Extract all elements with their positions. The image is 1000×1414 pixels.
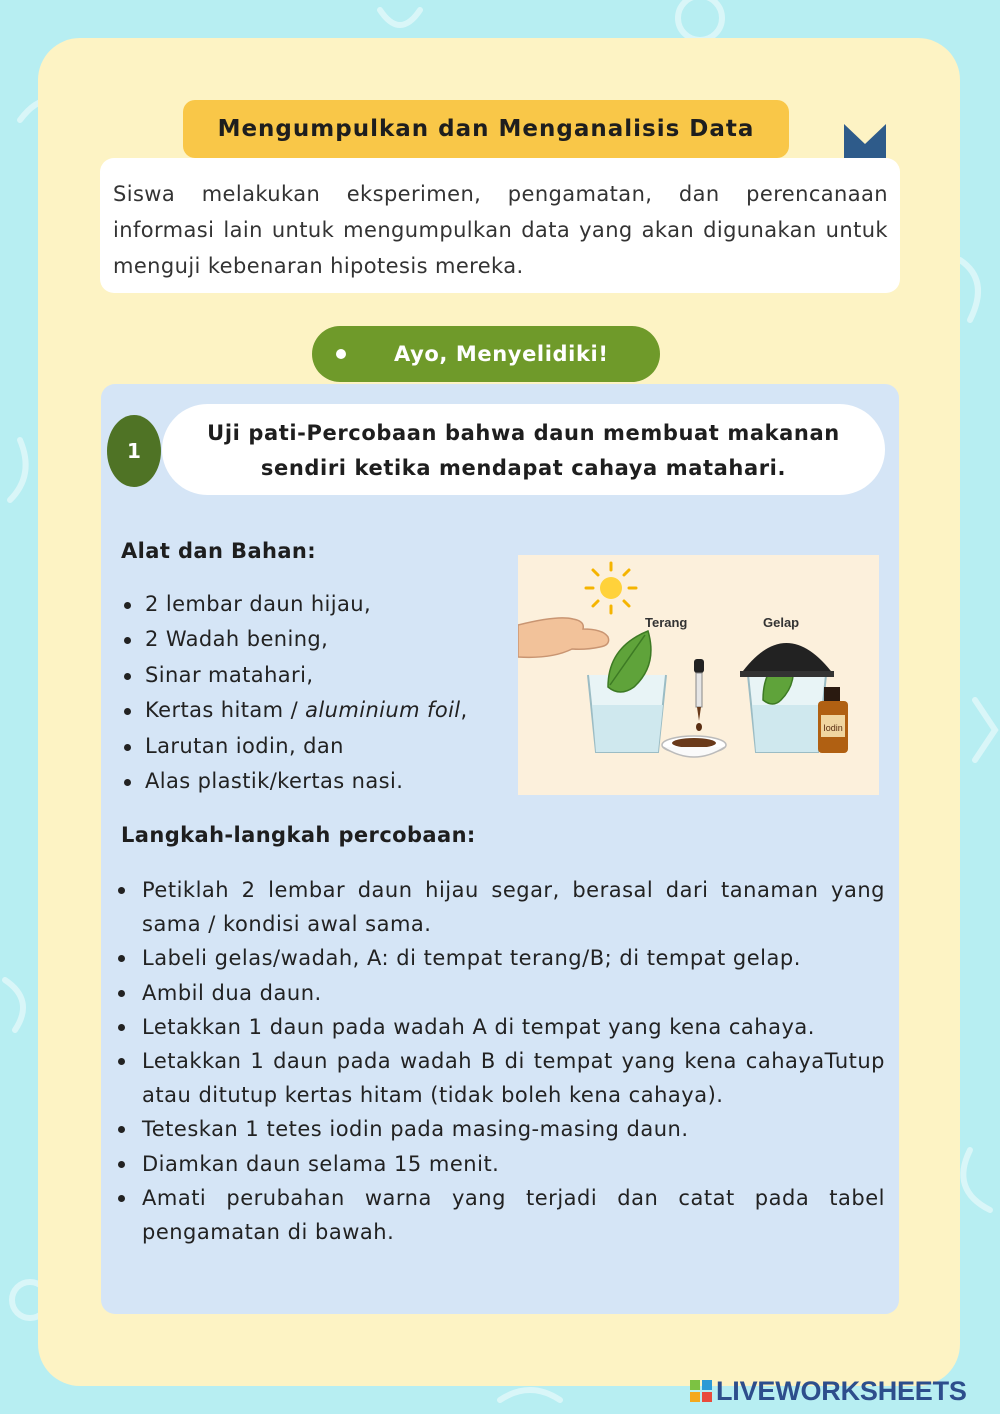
- list-item: Amati perubahan warna yang terjadi dan catat pada tabel pengamatan di bawah.: [115, 1181, 885, 1249]
- black-cover-icon: [740, 643, 834, 675]
- label-gelap: Gelap: [763, 615, 800, 630]
- activity-label: Ayo, Menyelidiki!: [394, 342, 609, 366]
- step-number-badge: 1: [107, 415, 161, 487]
- hand-icon: [518, 618, 609, 657]
- step-title-line1: Uji pati-Percobaan bahwa daun membuat makanan: [207, 421, 840, 445]
- brand-logo[interactable]: [690, 1374, 967, 1408]
- list-item: Sinar matahari,: [121, 658, 521, 693]
- list-item: Letakkan 1 daun pada wadah A di tempat yang kena cahaya.: [115, 1010, 885, 1044]
- list-item-suffix: ,: [460, 698, 468, 723]
- dish-icon: [662, 736, 726, 757]
- list-item: Teteskan 1 tetes iodin pada masing-masing daun.: [115, 1112, 885, 1146]
- experiment-illustration: [518, 555, 879, 795]
- step-title-line2: sendiri ketika mendapat cahaya matahari.: [260, 456, 787, 480]
- list-item: Labeli gelas/wadah, A: di tempat terang/B; di tempat gelap.: [115, 941, 885, 975]
- list-item: Letakkan 1 daun pada wadah B di tempat yang kena cahayaTutup atau ditutup kertas hitam (tidak boleh kena cahaya).: [115, 1044, 885, 1112]
- materials-heading: Alat dan Bahan:: [121, 539, 317, 563]
- dropper-icon: [694, 659, 704, 731]
- list-item-italic: aluminium foil: [305, 698, 461, 723]
- activity-pill: [312, 326, 660, 382]
- bookmark-icon: [842, 122, 888, 162]
- list-item: 2 Wadah bening,: [121, 622, 521, 657]
- list-item: Larutan iodin, dan: [121, 729, 521, 764]
- list-item: Alas plastik/kertas nasi.: [121, 764, 521, 799]
- live-logo-icon: [690, 1380, 712, 1402]
- bottle-label: Iodin: [823, 723, 843, 733]
- list-item: Diamkan daun selama 15 menit.: [115, 1147, 885, 1181]
- procedure-heading: Langkah-langkah percobaan:: [121, 823, 476, 847]
- list-item: Petiklah 2 lembar daun hijau segar, berasal dari tanaman yang sama / kondisi awal sama.: [115, 873, 885, 941]
- list-item-prefix: Kertas hitam /: [145, 698, 306, 723]
- list-item: Ambil dua daun.: [115, 976, 885, 1010]
- procedure-list: [115, 873, 885, 1249]
- step-title: [162, 404, 885, 495]
- brand-text: LIVEWORKSHEETS: [716, 1375, 967, 1406]
- page-title: Mengumpulkan dan Menganalisis Data: [183, 100, 789, 158]
- sun-icon: [586, 563, 636, 613]
- intro-text: Siswa melakukan eksperimen, pengamatan, dan perencanaan informasi lain untuk mengumpulkan data yang akan digunakan untuk menguji kebenaran hipotesis mereka.: [100, 158, 900, 293]
- list-item: 2 lembar daun hijau,: [121, 587, 521, 622]
- label-terang: Terang: [645, 615, 688, 630]
- list-item: [121, 693, 521, 728]
- bullet-dot: [336, 349, 346, 359]
- materials-list: [121, 587, 521, 799]
